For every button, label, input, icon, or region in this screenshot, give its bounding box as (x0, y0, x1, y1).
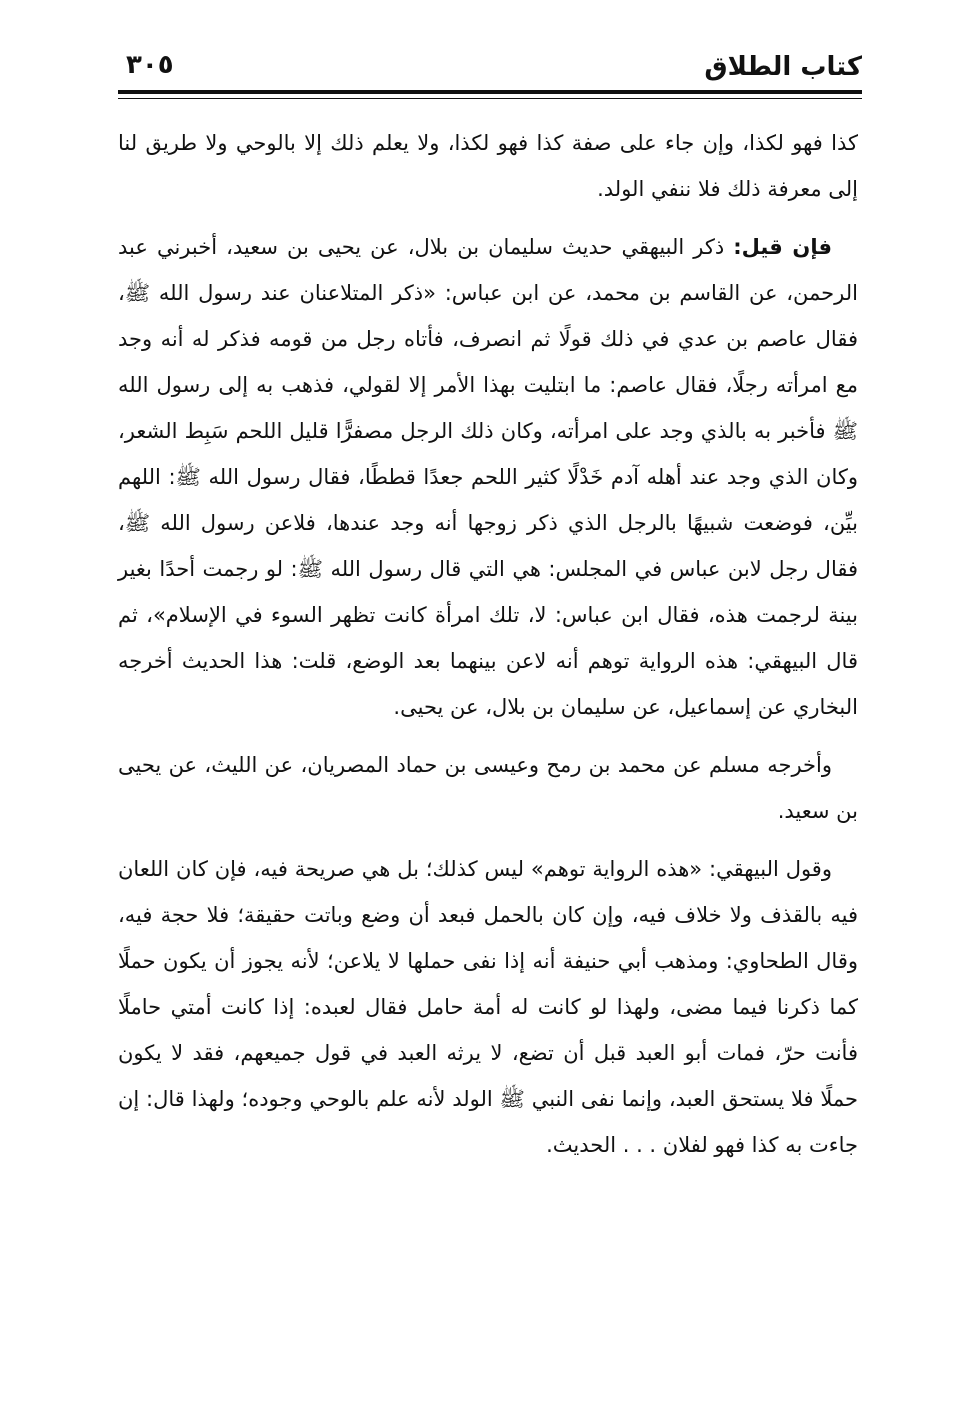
paragraph-text: وقول البيهقي: «هذه الرواية توهم» ليس كذلك؛ بل هي صريحة فيه، فإن كان اللعان فيه بالقذف ولا خلاف فيه، وإن كان بالحمل فبعد أن وضع وباتت حقيقة؛ فلا حجة فيه، وقال الطحاوي: ومذهب أبي حنيفة أنه إذا نفى حملها لا يلاعن؛ لأنه يجوز أن يكون حملًا كما ذكرنا فيما مضى، ولهذا لو كانت له أمة حامل فقال لعبده: إذا كانت أمتي حاملًا فأنت حرّ، فمات أبو العبد قبل أن تضع، لا يرثه العبد في قول جميعهم، فقد لا يكون حملًا فلا يستحق العبد، وإنما نفى النبي ﷺ الولد لأنه علم بالوحي وجوده؛ ولهذا قال: إن جاءت به كذا فهو لفلان . . . الحديث. (118, 857, 858, 1157)
paragraph-text: ذكر البيهقي حديث سليمان بن بلال، عن يحيى بن سعيد، أخبرني عبد الرحمن، عن القاسم بن محمد، عن ابن عباس: «ذكر المتلاعنان عند رسول الله ﷺ، فقال عاصم بن عدي في ذلك قولًا ثم انصرف، فأتاه رجل من قومه فذكر له أنه وجد مع امرأته رجلًا، فقال عاصم: ما ابتليت بهذا الأمر إلا لقولي، فذهب به إلى رسول الله ﷺ فأخبر به بالذي وجد على امرأته، وكان ذلك الرجل مصفرًّا قليل اللحم سَبِط الشعر، وكان الذي وجد عند أهله آدم خَدْلًا كثير اللحم جعدًا قططًا، فقال رسول الله ﷺ: اللهم بيِّن، فوضعت شبيهًا بالرجل الذي ذكر زوجها أنه وجد عندها، فلاعن رسول الله ﷺ، فقال رجل لابن عباس في المجلس: هي التي قال رسول الله ﷺ: لو رجمت أحدًا بغير بينة لرجمت هذه، فقال ابن عباس: لا، تلك امرأة كانت تظهر السوء في الإسلام»، ثم قال البيهقي: هذه الرواية توهم أنه لاعن بينهما بعد الوضع، قلت: هذا الحديث أخرجه البخاري عن إسماعيل، عن سليمان بن بلال، عن يحيى. (118, 235, 858, 719)
paragraph-text: وأخرجه مسلم عن محمد بن رمح وعيسى بن حماد المصريان، عن الليث، عن يحيى بن سعيد. (118, 753, 858, 823)
body-text (118, 120, 858, 1180)
paragraph (118, 846, 858, 1168)
header-rule-thick (118, 90, 862, 94)
chapter-title: كتاب الطلاق (704, 52, 862, 82)
paragraph (118, 224, 858, 730)
paragraph-lead: فإن قيل: (733, 235, 832, 259)
page-header (122, 50, 862, 94)
paragraph (118, 120, 858, 212)
page-number: ٣٠٥ (126, 50, 174, 80)
paragraph (118, 742, 858, 834)
header-rule-thin (118, 98, 862, 99)
paragraph-text: كذا فهو لكذا، وإن جاء على صفة كذا فهو لكذا، ولا يعلم ذلك إلا بالوحي ولا طريق لنا إلى معرفة ذلك فلا ننفي الولد. (118, 131, 858, 201)
